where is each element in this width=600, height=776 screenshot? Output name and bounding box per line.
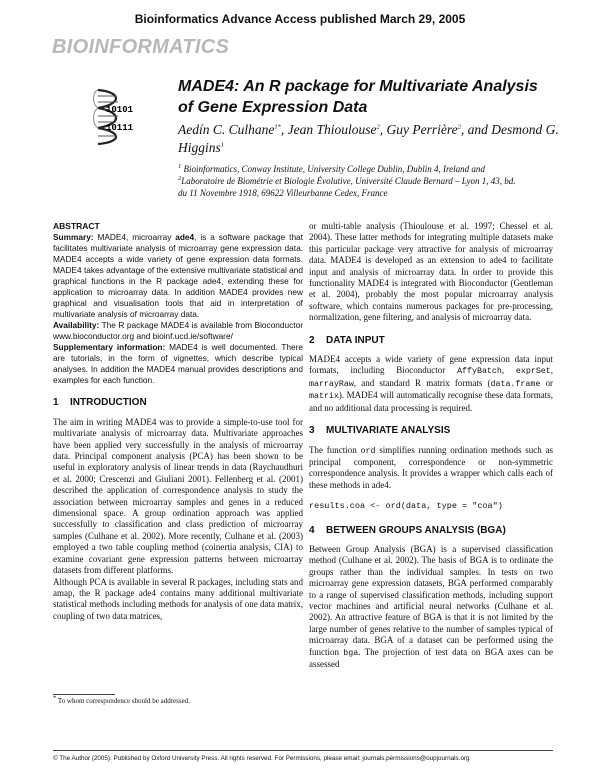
helix-icon — [92, 86, 148, 146]
author-5-sup: 1 — [220, 141, 225, 149]
footnote — [53, 694, 190, 705]
section-title: BETWEEN GROUPS ANALYSIS (BGA) — [326, 524, 506, 536]
bottom-rule — [53, 750, 553, 751]
section-number: 1 — [53, 397, 59, 409]
section-heading-bga — [309, 525, 553, 536]
text-run: simplifies running ordination methods such as principal component, correspondence or non-symmetric correspondence analysis. It provides a wrapper which calls each of these methods in ade4. — [309, 444, 553, 490]
paper-title — [178, 76, 548, 118]
author-2-sup: 2 — [376, 123, 380, 131]
intro-paragraph-1: The aim in writing MADE4 was to provide a simple-to-use tool for multivariate analysis of microarray data. Multivariate approaches have been applied very successfully in the analysis of microarray data. Principal component analysis (PCA) has been shown to be useful in exploratory analysis of linear trends in data (Raychaudhuri et al. 2000; Crescenzi and Giuliani 2001). Fellenberg et al. (2001) described the application of correspondence analysis to study the association between microarray samples and genes in a reduced dimensional space. A group ordination approach was applied successfully to classification and class prediction of microarray samples (Culhane et al. 2002). More recently, Culhane et al. (2003) employed a two table coupling method (coinertia analysis, CIA) to examine covariant gene expression patterns between microarray datasets from different platforms. — [53, 416, 303, 576]
code-exprset: exprSet — [515, 367, 551, 377]
text-run: , — [501, 365, 516, 376]
binary-helix-logo — [92, 86, 148, 146]
text-run: MADE4 accepts a wide variety of gene expression data input formats, including Bioconductor — [309, 354, 553, 376]
text-run: ). MADE4 will automatically recognise these data formats, and no additional data processing is required. — [309, 390, 553, 413]
intro-paragraph-2: Although PCA is available in several R packages, including stats and amap, the R package ade4 contains many additional multivariate statistical methods including methods for analysis of one data matrix, coupling of two data matrices, — [53, 576, 303, 621]
section-heading-multivariate-analysis — [309, 425, 553, 436]
code-bga: bga — [343, 648, 359, 658]
affiliation-2 — [178, 175, 578, 187]
text-run: or — [540, 377, 553, 388]
footnote-rule — [53, 694, 115, 695]
text-run: , and standard R matrix formats ( — [353, 377, 491, 388]
author-5: Higgins — [178, 140, 221, 155]
title-line-1: MADE4: An R package for Multivariate Analysis — [178, 78, 538, 95]
code-data-frame: data.frame — [490, 379, 541, 389]
availability-label: Availability: — [53, 320, 100, 331]
abstract-summary — [53, 232, 303, 320]
section-title: DATA INPUT — [326, 334, 385, 346]
bga-paragraph — [309, 544, 553, 670]
data-input-paragraph — [309, 354, 553, 414]
availability-text: The R package MADE4 is available from Bioconductor www.bioconductor.org and bioinf.ucd.ie/software/ — [53, 320, 303, 342]
abstract-supplementary — [53, 342, 303, 386]
logo-line-2: 10111 — [106, 123, 134, 133]
mva-paragraph — [309, 445, 553, 492]
section-title: INTRODUCTION — [70, 397, 147, 409]
logo-line-1: 10101 — [106, 105, 134, 115]
summary-pre: MADE4, microarray — [93, 232, 176, 243]
abstract-heading: ABSTRACT — [53, 221, 100, 231]
author-list — [178, 121, 578, 157]
author-3-sup: 2 — [457, 123, 461, 131]
intro-paragraph-2-continued: or multi-table analysis (Thioulouse et al. 1997; Chessel et al. 2004). These latter methods for integrating multiple datasets make this particular package very attractive for analysis of microarray data. MADE4 is developed as an extension to ade4 to facilitate input and analysis of microarray data. In order to provide this functionality MADE4 is integrated with Bioconductor (Gentleman et al. 2004), probably the most popular microarray analysis software, which contains numerous packages for pre-processing, normalization, gene filtering, and analysis of microarray data. — [309, 221, 553, 323]
affiliation-2-text: Laboratoire de Biométrie et Biologie Évolutive, Université Claude Bernard – Lyon 1, 43, bd. — [181, 176, 516, 186]
code-example: results.coa <- ord(data, type = "coa") — [309, 501, 503, 512]
affiliation-2-sup: 2 — [178, 175, 182, 182]
footnote-sup: * — [53, 694, 57, 702]
left-column — [53, 221, 303, 622]
text-run: , — [550, 365, 554, 376]
supplementary-label: Supplementary information: — [53, 342, 166, 353]
code-marrayraw: marrayRaw — [309, 379, 354, 389]
code-ord: ord — [360, 446, 376, 456]
code-matrix: matrix — [309, 392, 339, 402]
author-1-sup: 1* — [274, 123, 281, 131]
affiliation-1-text: Bioinformatics, Conway Institute, University College Dublin, Dublin 4, Ireland and — [181, 164, 485, 174]
text-run: The function — [309, 444, 361, 455]
author-2: , Jean Thioulouse — [280, 122, 377, 137]
journal-name: BIOINFORMATICS — [52, 36, 230, 58]
section-heading-introduction — [53, 397, 303, 408]
author-3: , Guy Perrière — [379, 122, 458, 137]
supplementary-text: MADE4 is well documented. There are tutorials, in the form of vignettes, which describe typical analyses. In addition the MADE4 manual provides descriptions and examples for each function. — [53, 342, 303, 386]
code-affybatch: AffyBatch — [457, 367, 502, 377]
affiliations — [178, 163, 578, 199]
summary-label: Summary: — [53, 232, 94, 243]
affiliation-1-sup: 1 — [178, 163, 182, 170]
title-line-2: of Gene Expression Data — [178, 99, 368, 116]
affiliation-1 — [178, 163, 578, 175]
running-header: Bioinformatics Advance Access published March 29, 2005 — [134, 12, 466, 26]
affiliation-3: du 11 Novembre 1918, 69622 Villeurbanne Cedex, France — [178, 188, 388, 198]
copyright-line: © The Author (2005). Published by Oxford University Press. All rights reserved. For Permissions, please email: journals.permissions@oupjournals.org — [53, 755, 470, 762]
section-heading-data-input — [309, 335, 553, 346]
text-run: . The projection of test data on BGA axes can be assessed — [309, 646, 553, 669]
summary-bold: ade4 — [175, 232, 195, 243]
section-number: 3 — [309, 425, 315, 437]
right-column — [309, 221, 553, 670]
section-number: 4 — [309, 524, 315, 536]
footnote-text: To whom correspondence should be addressed. — [56, 697, 190, 705]
text-run: Between Group Analysis (BGA) is a supervised classification method (Culhane et al. 2002). The basis of BGA is to ordinate the groups rather than the individual samples. In tests on two microarray gene expression datasets, BGA performed comparably to a range of supervised classification methods, including support vector machines and artificial neural networks (Culhane et al. 2002). An attractive feature of BGA is that it is not limited by the large number of genes relative to the number of samples typical of microarray data. BGA of a dataset can be performed using the function — [309, 543, 553, 657]
section-number: 2 — [309, 334, 315, 346]
section-title: MULTIVARIATE ANALYSIS — [326, 425, 451, 437]
summary-text: , is a software package that facilitates multivariate analysis of microarray gene expression data. MADE4 accepts a wide variety of gene expression data formats. MADE4 takes advantage of the extensive multivariate statistical and graphical functions in the R package ade4, extending these for application to microarray data. In addition MADE4 provides new graphical and visualisation tools that aid in interpretation of multivariate analysis of microarray data. — [53, 232, 303, 320]
author-4: , and Desmond G. — [460, 122, 559, 137]
author-1: Aedín C. Culhane — [178, 122, 275, 137]
abstract-availability — [53, 320, 303, 342]
